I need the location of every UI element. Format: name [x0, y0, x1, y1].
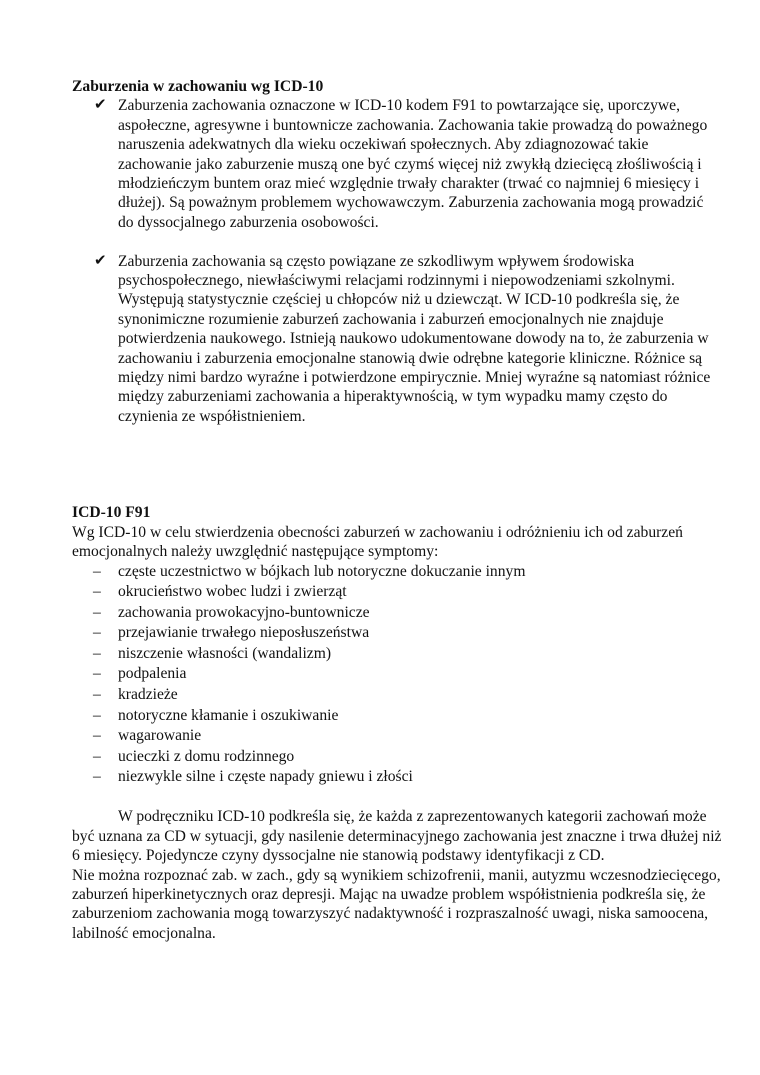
dash-icon: – — [93, 665, 101, 683]
dash-icon: – — [93, 768, 101, 786]
dash-icon: – — [93, 603, 101, 621]
dash-icon: – — [93, 747, 101, 765]
list-item — [72, 685, 722, 706]
symptom-list — [72, 562, 722, 789]
list-item — [72, 644, 722, 665]
closing-paragraphs — [72, 807, 722, 943]
list-item — [72, 747, 722, 768]
list-item — [72, 252, 722, 427]
symptom-text: notoryczne kłamanie i oszukiwanie — [118, 706, 339, 724]
symptom-text: ucieczki z domu rodzinnego — [118, 747, 295, 765]
symptom-text: zachowania prowokacyjno-buntownicze — [118, 603, 370, 621]
symptom-text: częste uczestnictwo w bójkach lub notoryczne dokuczanie innym — [118, 562, 526, 580]
dash-icon: – — [93, 644, 101, 662]
list-item — [72, 603, 722, 624]
symptom-text: przejawianie trwałego nieposłuszeństwa — [118, 624, 370, 642]
list-item — [72, 96, 722, 232]
dash-icon: – — [93, 706, 101, 724]
list-item — [72, 623, 722, 644]
dash-icon: – — [93, 583, 101, 601]
dash-icon: – — [93, 562, 101, 580]
dash-icon: – — [93, 686, 101, 704]
list-item — [72, 726, 722, 747]
paragraph-exclusions: Nie można rozpoznać zab. w zach., gdy są wynikiem schizofrenii, manii, autyzmu wczesnodziecięcego, zaburzeń hiperkinetycznych oraz depresji. Mając na uwadze problem współistnienia podkreśla się, że zaburzeniom zachowania mogą towarzyszyć nadaktywność i rozpraszalność uwagi, niska samoocena, labilność emocjonalna. — [72, 866, 721, 942]
list-item — [72, 664, 722, 685]
symptom-text: kradzieże — [118, 686, 178, 704]
document-page — [72, 77, 722, 943]
symptom-text: niezwykle silne i częste napady gniewu i złości — [118, 768, 413, 786]
checkmark-icon: ✔ — [94, 252, 107, 269]
bullet-text: Zaburzenia zachowania są często powiązane ze szkodliwym wpływem środowiska psychospołecznego, niewłaściwymi relacjami rodzinnymi i niepowodzeniami szkolnymi. Występują statystycznie częściej u chłopców niż u dziewcząt. W ICD-10 podkreśla się, że synonimiczne rozumienie zaburzeń zachowania i zaburzeń emocjonalnych nie znajduje potwierdzenia naukowego. Istnieją naukowo udokumentowane dowody na to, że zaburzenia w zachowaniu i zaburzenia emocjonalne stanowią dwie odrębne kategorie kliniczne. Różnice są między nimi bardzo wyraźne i potwierdzone empirycznie. Mniej wyraźne są natomiast różnice między zaburzeniami zachowania a hiperaktywnością, w tym wypadku mamy często do czynienia ze współistnieniem. — [118, 252, 711, 425]
symptom-text: okrucieństwo wobec ludzi i zwierząt — [118, 583, 347, 601]
section-title-f91: ICD-10 F91 — [72, 504, 151, 522]
list-item — [72, 582, 722, 603]
dash-icon: – — [93, 727, 101, 745]
spacer — [72, 426, 722, 503]
section-title-disorders: Zaburzenia w zachowaniu wg ICD-10 — [72, 78, 324, 95]
bullet-text: Zaburzenia zachowania oznaczone w ICD-10 kodem F91 to powtarzające się, uporczywe, aspołeczne, agresywne i buntownicze zachowania. Zachowania takie prowadzą do poważnego naruszenia adekwatnych dla wieku oczekiwań społecznych. Aby zdiagnozować takie zachowanie jako zaburzenie muszą one być czymś więcej niż zwykłą dziecięcą złośliwością i młodzieńczym buntem oraz mieć względnie trwały charakter (trwać co najmniej 6 miesięcy i dłużej). Są poważnym problemem wychowawczym. Zaburzenia zachowania mogą prowadzić do dyssocjalnego zaburzenia osobowości. — [118, 97, 708, 231]
paragraph-cd-criteria: W podręczniku ICD-10 podkreśla się, że każda z zaprezentowanych kategorii zachowań może być uznana za CD w sytuacji, gdy nasilenie determinacyjnego zachowania jest znaczne i trwa dłużej niż 6 miesięcy. Pojedyncze czyny dyssocjalne nie stanowią podstawy identyfikacji z CD. — [72, 808, 722, 865]
list-item — [72, 562, 722, 583]
list-item — [72, 767, 722, 788]
list-item — [72, 706, 722, 727]
check-list — [72, 96, 722, 426]
intro-paragraph: Wg ICD-10 w celu stwierdzenia obecności zaburzeń w zachowaniu i odróżnieniu ich od zaburzeń emocjonalnych należy uwzględnić następujące symptomy: — [72, 523, 683, 561]
dash-icon: – — [93, 624, 101, 642]
symptom-text: wagarowanie — [118, 727, 202, 745]
symptom-text: podpalenia — [118, 665, 187, 683]
symptom-text: niszczenie własności (wandalizm) — [118, 644, 332, 662]
checkmark-icon: ✔ — [94, 97, 107, 114]
